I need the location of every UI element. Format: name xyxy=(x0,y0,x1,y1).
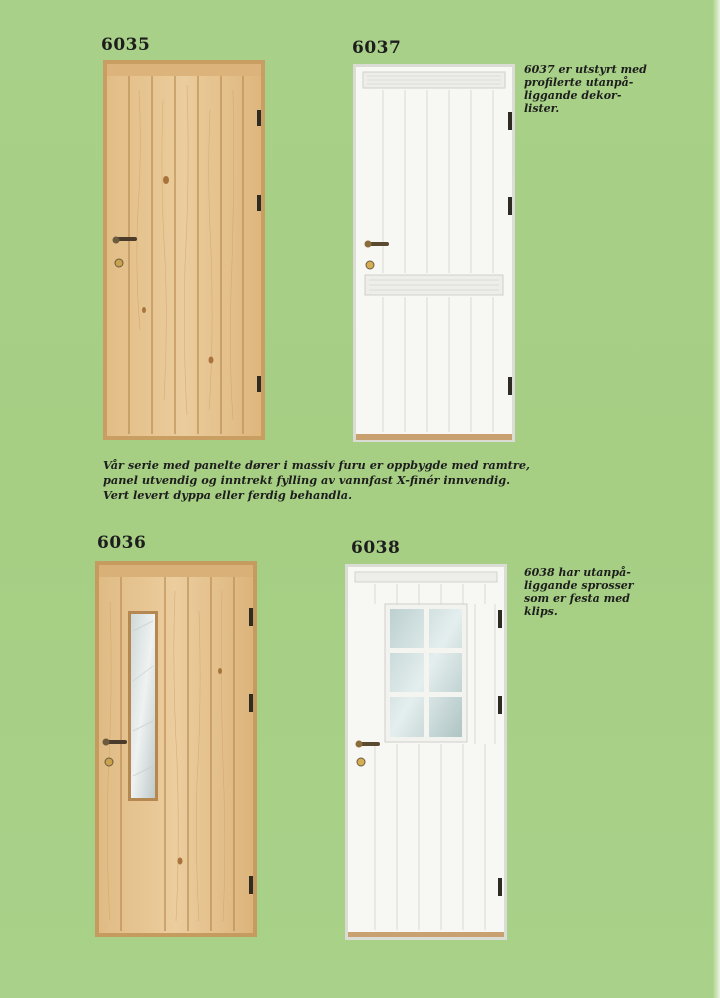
note-6038-line: 6038 har utanpå- xyxy=(524,566,631,579)
note-6037-line: lister. xyxy=(524,102,560,115)
note-6038-line: klips. xyxy=(524,605,558,618)
description-line: Vert levert dyppa eller ferdig behandla. xyxy=(103,488,353,502)
series-description xyxy=(103,458,530,503)
door-6035-image xyxy=(103,60,265,440)
note-6037 xyxy=(524,63,647,115)
note-6037-line: profilerte utanpå- xyxy=(524,76,634,89)
description-line: panel utvendig og inntrekt fylling av vannfast X-finér innvendig. xyxy=(103,473,511,487)
note-6038-line: som er festa med xyxy=(524,592,630,605)
note-6038-line: liggande sprosser xyxy=(524,579,634,592)
door-6037-image xyxy=(353,64,515,442)
model-number-6036: 6036 xyxy=(97,533,147,553)
note-6037-line: liggande dekor- xyxy=(524,89,622,102)
page-edge xyxy=(712,0,720,998)
description-line: Vår serie med panelte dører i massiv furu er oppbygde med ramtre, xyxy=(103,458,530,472)
door-6036-image xyxy=(95,561,257,937)
model-number-6038: 6038 xyxy=(351,538,401,558)
model-number-6037: 6037 xyxy=(352,38,402,58)
note-6037-line: 6037 er utstyrt med xyxy=(524,63,647,76)
note-6038 xyxy=(524,566,634,618)
model-number-6035: 6035 xyxy=(101,35,151,55)
door-6038-image xyxy=(345,564,507,940)
